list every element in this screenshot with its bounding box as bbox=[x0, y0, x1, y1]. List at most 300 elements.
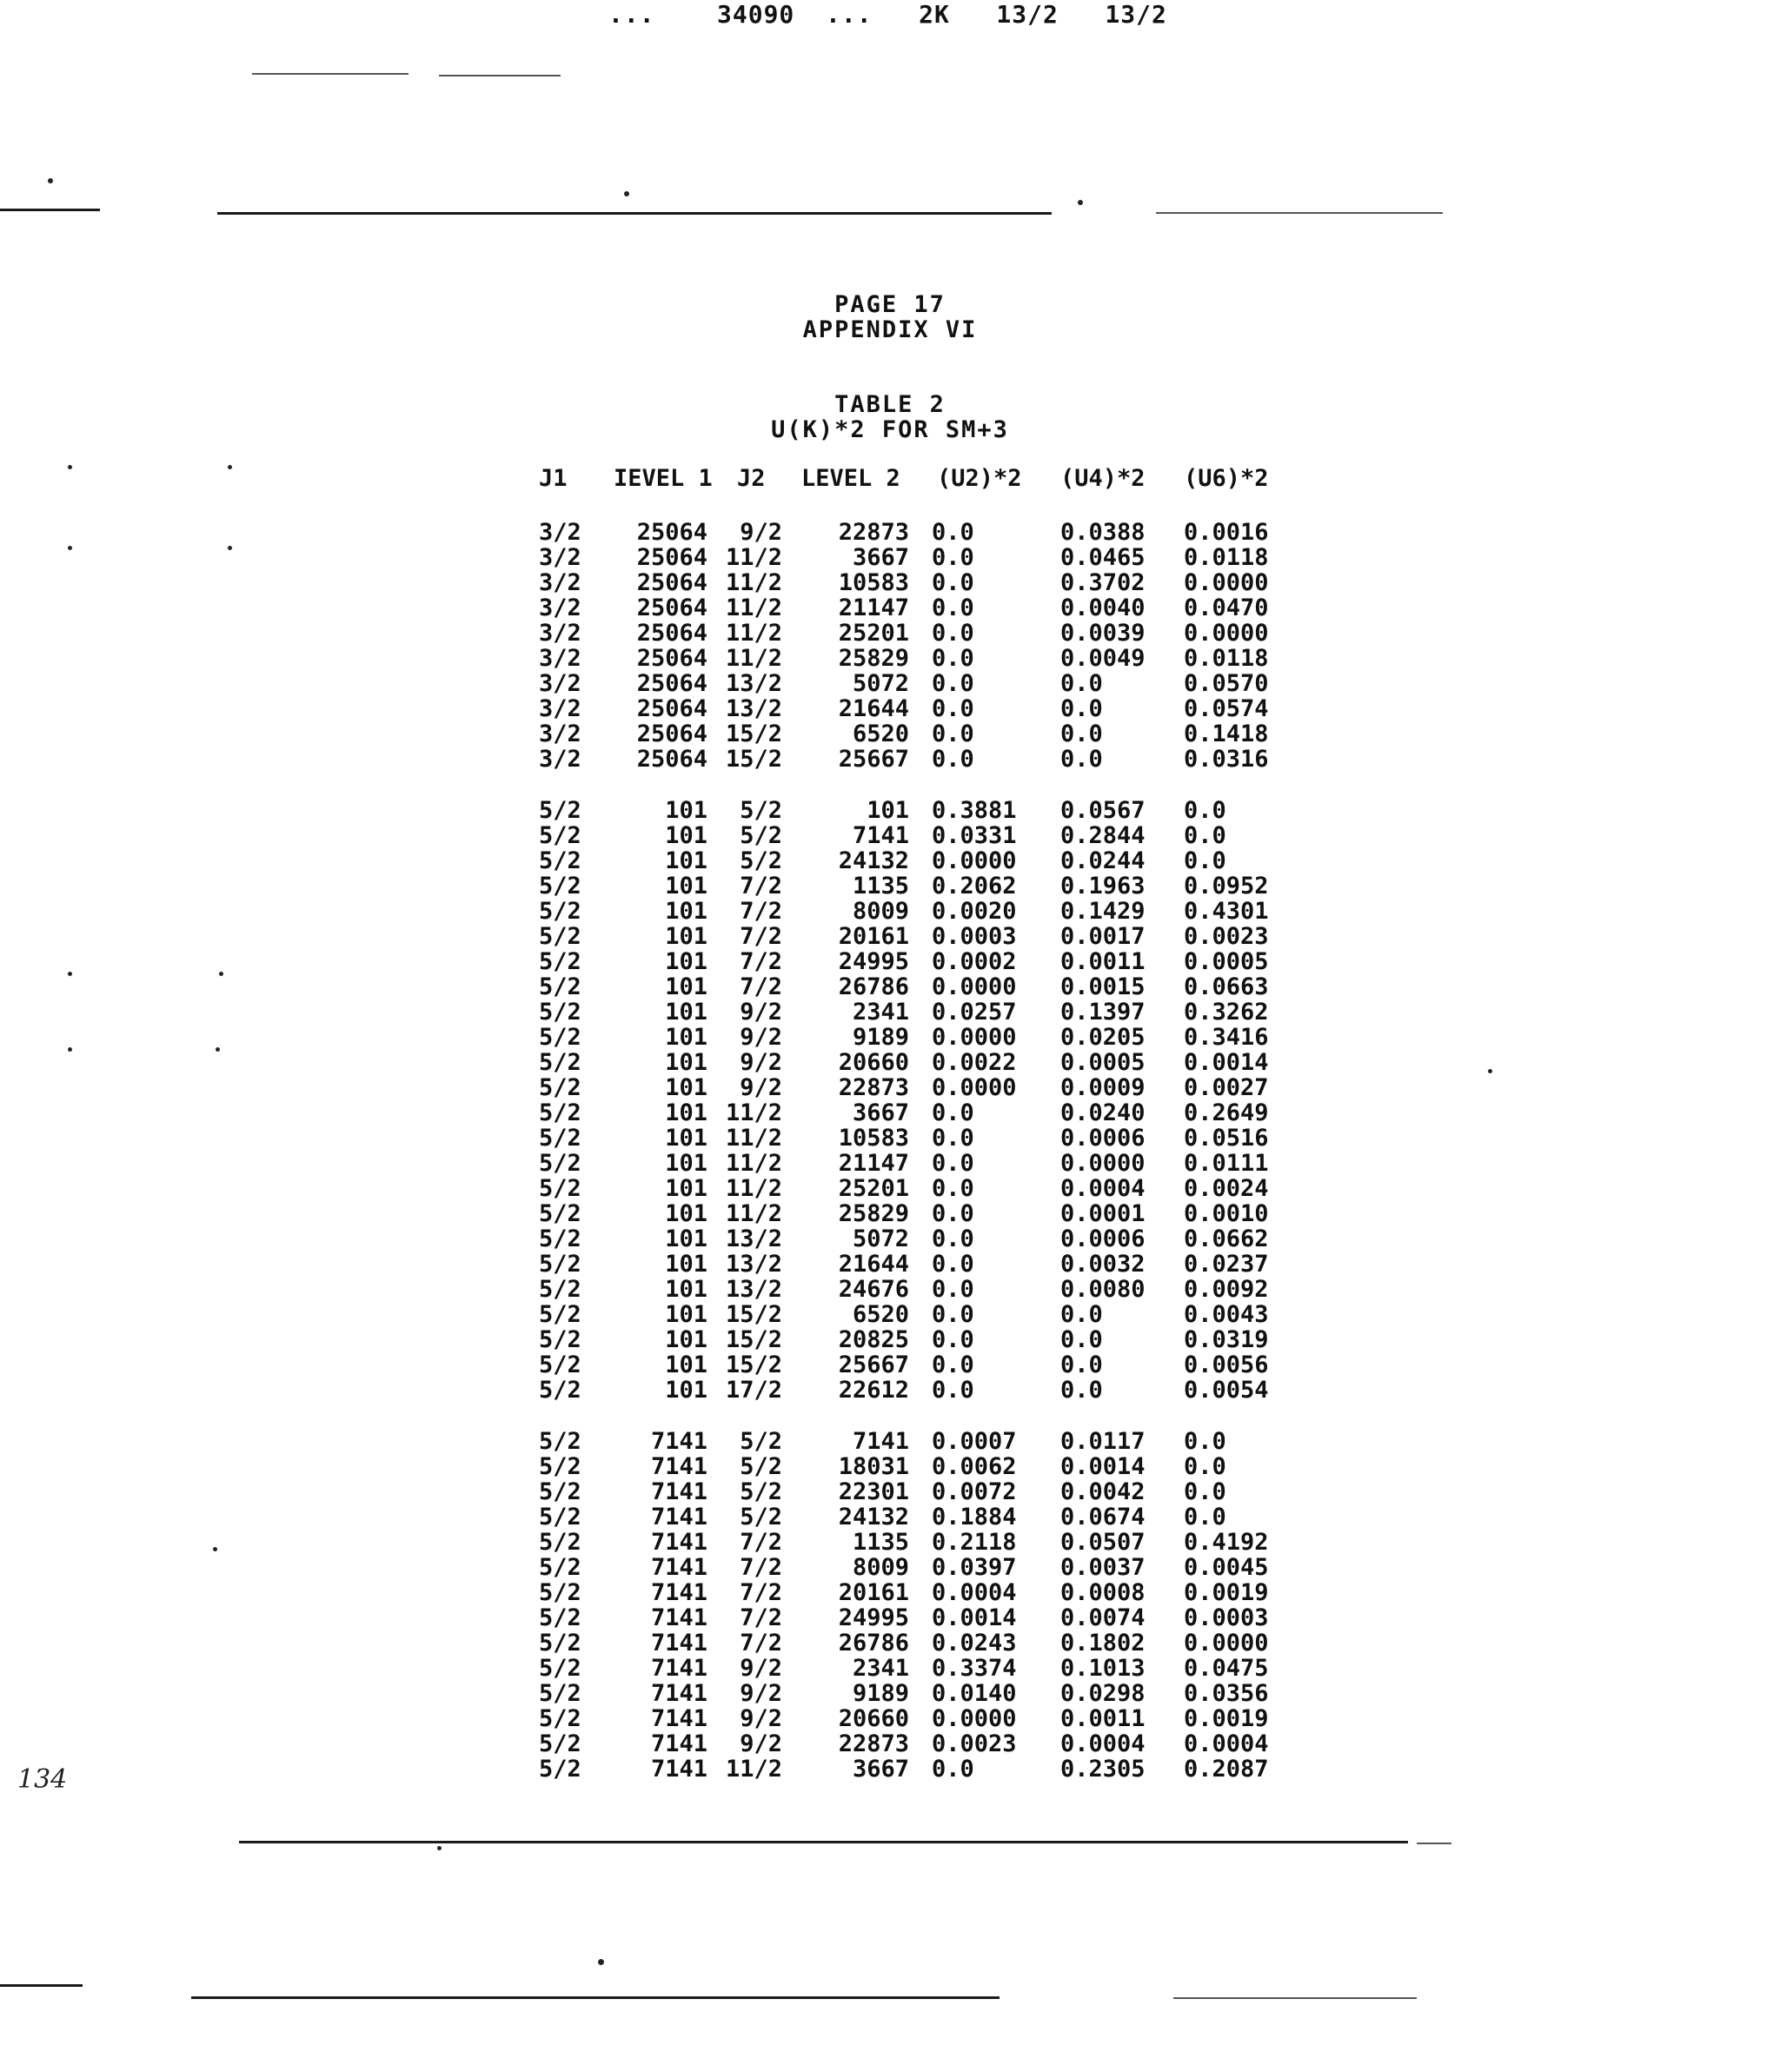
header-u4: (U4)*2 bbox=[1060, 465, 1146, 492]
cell-level1: 101 bbox=[665, 1276, 707, 1303]
cell-j2: 13/2 bbox=[725, 695, 782, 722]
cell-u6: 0.0 bbox=[1184, 1428, 1226, 1455]
cell-level1: 25064 bbox=[636, 594, 707, 621]
cell-j2: 11/2 bbox=[725, 1200, 782, 1227]
cell-j1: 5/2 bbox=[539, 973, 581, 1000]
cell-u2: 0.0257 bbox=[932, 999, 1017, 1026]
cell-level1: 25064 bbox=[636, 519, 707, 546]
cell-level1: 25064 bbox=[636, 670, 707, 697]
cell-j2: 11/2 bbox=[725, 569, 782, 596]
cell-u2: 0.0 bbox=[932, 544, 974, 571]
cell-level2: 24132 bbox=[838, 847, 909, 874]
cell-j2: 7/2 bbox=[740, 973, 782, 1000]
cell-j1: 5/2 bbox=[539, 1730, 581, 1757]
cell-u2: 0.2118 bbox=[932, 1529, 1017, 1556]
cell-level2: 3667 bbox=[852, 1099, 909, 1126]
scan-speck bbox=[48, 178, 53, 183]
cell-j2: 9/2 bbox=[740, 1730, 782, 1757]
cell-u2: 0.0 bbox=[932, 1125, 974, 1152]
cell-level2: 6520 bbox=[852, 1301, 909, 1328]
cell-j2: 9/2 bbox=[740, 1655, 782, 1682]
cell-j2: 5/2 bbox=[740, 1504, 782, 1531]
cell-u2: 0.0023 bbox=[932, 1730, 1017, 1757]
cell-level1: 25064 bbox=[636, 695, 707, 722]
cell-level1: 101 bbox=[665, 1024, 707, 1051]
cell-level1: 101 bbox=[665, 1326, 707, 1353]
cell-u2: 0.0062 bbox=[932, 1453, 1017, 1480]
cell-u4: 0.1397 bbox=[1060, 999, 1146, 1026]
cell-level1: 101 bbox=[665, 1074, 707, 1101]
cell-u6: 0.2087 bbox=[1184, 1756, 1269, 1783]
cell-level2: 101 bbox=[867, 797, 909, 824]
cell-u6: 0.0 bbox=[1184, 1453, 1226, 1480]
cell-j2: 13/2 bbox=[725, 1251, 782, 1278]
cell-j1: 3/2 bbox=[539, 569, 581, 596]
cell-u4: 0.2305 bbox=[1060, 1756, 1146, 1783]
cell-level1: 101 bbox=[665, 1351, 707, 1378]
cell-u4: 0.2844 bbox=[1060, 822, 1146, 849]
cell-level2: 20161 bbox=[838, 923, 909, 950]
cell-j2: 7/2 bbox=[740, 948, 782, 975]
cell-u6: 0.0319 bbox=[1184, 1326, 1269, 1353]
cell-j1: 3/2 bbox=[539, 620, 581, 647]
cell-u6: 0.1418 bbox=[1184, 721, 1269, 747]
cell-u6: 0.0005 bbox=[1184, 948, 1269, 975]
cell-u2: 0.0 bbox=[932, 569, 974, 596]
cell-u4: 0.0 bbox=[1060, 1351, 1103, 1378]
scan-speck bbox=[228, 546, 232, 550]
scan-speck bbox=[68, 1047, 72, 1052]
cell-level1: 7141 bbox=[650, 1680, 707, 1707]
cell-u2: 0.0000 bbox=[932, 1074, 1017, 1101]
cell-level2: 26786 bbox=[838, 973, 909, 1000]
cell-level2: 24995 bbox=[838, 1604, 909, 1631]
cell-j2: 11/2 bbox=[725, 594, 782, 621]
cell-u2: 0.0 bbox=[932, 1351, 974, 1378]
table-subtitle: U(K)*2 FOR SM+3 bbox=[771, 416, 1009, 443]
cell-u2: 0.0000 bbox=[932, 973, 1017, 1000]
scan-rule bbox=[239, 1841, 1408, 1843]
margin-note: 134 bbox=[17, 1764, 68, 1795]
cell-u4: 0.0 bbox=[1060, 670, 1103, 697]
cell-j1: 5/2 bbox=[539, 1150, 581, 1177]
cell-u4: 0.0 bbox=[1060, 746, 1103, 773]
cell-j2: 11/2 bbox=[725, 544, 782, 571]
cell-j2: 9/2 bbox=[740, 999, 782, 1026]
cell-j2: 9/2 bbox=[740, 1024, 782, 1051]
cell-u2: 0.0140 bbox=[932, 1680, 1017, 1707]
cell-level1: 7141 bbox=[650, 1579, 707, 1606]
cell-level1: 101 bbox=[665, 923, 707, 950]
cell-u4: 0.0006 bbox=[1060, 1125, 1146, 1152]
cell-j1: 3/2 bbox=[539, 519, 581, 546]
cell-u2: 0.0 bbox=[932, 1200, 974, 1227]
cell-level2: 3667 bbox=[852, 544, 909, 571]
appendix-label: APPENDIX VI bbox=[802, 316, 978, 343]
cell-j2: 9/2 bbox=[740, 1049, 782, 1076]
cell-u4: 0.0006 bbox=[1060, 1225, 1146, 1252]
cell-u6: 0.0000 bbox=[1184, 620, 1269, 647]
cell-u6: 0.0118 bbox=[1184, 544, 1269, 571]
scan-rule bbox=[1173, 1997, 1417, 1999]
cell-u4: 0.0008 bbox=[1060, 1579, 1146, 1606]
cell-level1: 7141 bbox=[650, 1756, 707, 1783]
cell-level2: 18031 bbox=[838, 1453, 909, 1480]
scan-speck bbox=[219, 972, 223, 976]
cell-j2: 7/2 bbox=[740, 1579, 782, 1606]
cell-u6: 0.0004 bbox=[1184, 1730, 1269, 1757]
cell-u6: 0.0662 bbox=[1184, 1225, 1269, 1252]
cell-u2: 0.0007 bbox=[932, 1428, 1017, 1455]
cell-level1: 101 bbox=[665, 797, 707, 824]
cell-u2: 0.0022 bbox=[932, 1049, 1017, 1076]
cell-u4: 0.0049 bbox=[1060, 645, 1146, 672]
cell-u6: 0.0027 bbox=[1184, 1074, 1269, 1101]
cell-u4: 0.1429 bbox=[1060, 898, 1146, 925]
cell-j1: 5/2 bbox=[539, 1630, 581, 1657]
cell-u4: 0.0015 bbox=[1060, 973, 1146, 1000]
cell-j1: 3/2 bbox=[539, 544, 581, 571]
cell-u4: 0.1963 bbox=[1060, 873, 1146, 900]
cell-j1: 5/2 bbox=[539, 1049, 581, 1076]
cell-u6: 0.0054 bbox=[1184, 1377, 1269, 1404]
cell-level2: 21644 bbox=[838, 695, 909, 722]
cell-u4: 0.0 bbox=[1060, 1326, 1103, 1353]
cell-j2: 9/2 bbox=[740, 1680, 782, 1707]
cell-level2: 1135 bbox=[852, 1529, 909, 1556]
cell-level1: 7141 bbox=[650, 1504, 707, 1531]
cell-j2: 13/2 bbox=[725, 1276, 782, 1303]
cell-level2: 2341 bbox=[852, 1655, 909, 1682]
cell-j1: 5/2 bbox=[539, 1579, 581, 1606]
cell-u6: 0.0 bbox=[1184, 1478, 1226, 1505]
cell-level1: 7141 bbox=[650, 1428, 707, 1455]
cell-u2: 0.0000 bbox=[932, 1024, 1017, 1051]
cell-u2: 0.0000 bbox=[932, 847, 1017, 874]
cell-level2: 20161 bbox=[838, 1579, 909, 1606]
cell-level1: 101 bbox=[665, 1301, 707, 1328]
cell-u6: 0.0023 bbox=[1184, 923, 1269, 950]
cell-u2: 0.0243 bbox=[932, 1630, 1017, 1657]
cell-level1: 101 bbox=[665, 973, 707, 1000]
cell-j2: 7/2 bbox=[740, 1630, 782, 1657]
scan-speck bbox=[68, 465, 72, 469]
cell-u6: 0.4192 bbox=[1184, 1529, 1269, 1556]
cell-j2: 7/2 bbox=[740, 898, 782, 925]
cell-level2: 22873 bbox=[838, 1074, 909, 1101]
table-title: TABLE 2 bbox=[834, 391, 946, 418]
cell-j1: 5/2 bbox=[539, 948, 581, 975]
cell-level2: 2341 bbox=[852, 999, 909, 1026]
cell-level2: 7141 bbox=[852, 822, 909, 849]
cell-level2: 8009 bbox=[852, 898, 909, 925]
cell-u6: 0.0356 bbox=[1184, 1680, 1269, 1707]
cell-j1: 5/2 bbox=[539, 1428, 581, 1455]
cell-j1: 5/2 bbox=[539, 1756, 581, 1783]
scan-speck bbox=[228, 465, 232, 469]
cell-u6: 0.0003 bbox=[1184, 1604, 1269, 1631]
cell-j2: 11/2 bbox=[725, 1150, 782, 1177]
cell-u2: 0.0 bbox=[932, 721, 974, 747]
cell-j1: 5/2 bbox=[539, 847, 581, 874]
cell-u6: 0.0016 bbox=[1184, 519, 1269, 546]
cell-u2: 0.0 bbox=[932, 594, 974, 621]
cell-u2: 0.0 bbox=[932, 1326, 974, 1353]
cell-j1: 5/2 bbox=[539, 1478, 581, 1505]
cell-u2: 0.0002 bbox=[932, 948, 1017, 975]
cell-u6: 0.0570 bbox=[1184, 670, 1269, 697]
cell-level2: 24995 bbox=[838, 948, 909, 975]
cell-level1: 101 bbox=[665, 1377, 707, 1404]
cell-level2: 5072 bbox=[852, 1225, 909, 1252]
cell-u4: 0.0032 bbox=[1060, 1251, 1146, 1278]
cell-j2: 7/2 bbox=[740, 873, 782, 900]
cell-j2: 11/2 bbox=[725, 1125, 782, 1152]
cell-u6: 0.0 bbox=[1184, 822, 1226, 849]
cell-u2: 0.0 bbox=[932, 620, 974, 647]
page-label: PAGE 17 bbox=[834, 291, 946, 318]
cell-u4: 0.1802 bbox=[1060, 1630, 1146, 1657]
cell-j2: 5/2 bbox=[740, 1453, 782, 1480]
cell-u6: 0.0019 bbox=[1184, 1705, 1269, 1732]
cell-u4: 0.0001 bbox=[1060, 1200, 1146, 1227]
cell-level1: 7141 bbox=[650, 1655, 707, 1682]
header-u2: (U2)*2 bbox=[937, 465, 1022, 492]
cell-j1: 5/2 bbox=[539, 1301, 581, 1328]
cell-u4: 0.0014 bbox=[1060, 1453, 1146, 1480]
cell-u6: 0.0056 bbox=[1184, 1351, 1269, 1378]
cell-u4: 0.0000 bbox=[1060, 1150, 1146, 1177]
cell-u4: 0.0039 bbox=[1060, 620, 1146, 647]
cell-u6: 0.0574 bbox=[1184, 695, 1269, 722]
cell-level2: 7141 bbox=[852, 1428, 909, 1455]
cell-level2: 9189 bbox=[852, 1024, 909, 1051]
cell-u4: 0.0037 bbox=[1060, 1554, 1146, 1581]
cell-u2: 0.1884 bbox=[932, 1504, 1017, 1531]
cell-j1: 5/2 bbox=[539, 1200, 581, 1227]
cell-j1: 5/2 bbox=[539, 1225, 581, 1252]
cell-u6: 0.0024 bbox=[1184, 1175, 1269, 1202]
cell-u4: 0.0004 bbox=[1060, 1730, 1146, 1757]
cell-u4: 0.1013 bbox=[1060, 1655, 1146, 1682]
cell-level1: 7141 bbox=[650, 1453, 707, 1480]
cell-j1: 5/2 bbox=[539, 1377, 581, 1404]
cell-level1: 7141 bbox=[650, 1705, 707, 1732]
cell-u6: 0.0010 bbox=[1184, 1200, 1269, 1227]
cell-j1: 5/2 bbox=[539, 898, 581, 925]
cell-j1: 3/2 bbox=[539, 594, 581, 621]
cell-j1: 5/2 bbox=[539, 1276, 581, 1303]
cell-j2: 11/2 bbox=[725, 645, 782, 672]
cell-j1: 5/2 bbox=[539, 797, 581, 824]
cell-u4: 0.0205 bbox=[1060, 1024, 1146, 1051]
cell-u4: 0.0507 bbox=[1060, 1529, 1146, 1556]
scan-rule bbox=[0, 1984, 83, 1987]
cell-level1: 101 bbox=[665, 1125, 707, 1152]
cell-u6: 0.0111 bbox=[1184, 1150, 1269, 1177]
cell-u6: 0.0019 bbox=[1184, 1579, 1269, 1606]
cell-u2: 0.0 bbox=[932, 1251, 974, 1278]
cell-j2: 5/2 bbox=[740, 1478, 782, 1505]
cell-level1: 7141 bbox=[650, 1604, 707, 1631]
cell-u6: 0.2649 bbox=[1184, 1099, 1269, 1126]
cell-j1: 5/2 bbox=[539, 873, 581, 900]
cell-j2: 5/2 bbox=[740, 1428, 782, 1455]
header-level1: IEVEL 1 bbox=[614, 465, 713, 492]
cell-u2: 0.0 bbox=[932, 1175, 974, 1202]
scan-rule bbox=[1156, 212, 1443, 214]
cell-u6: 0.0045 bbox=[1184, 1554, 1269, 1581]
scan-speck bbox=[624, 191, 629, 196]
cell-level2: 22873 bbox=[838, 519, 909, 546]
cell-u2: 0.0397 bbox=[932, 1554, 1017, 1581]
cell-u2: 0.0 bbox=[932, 519, 974, 546]
cell-j2: 7/2 bbox=[740, 1554, 782, 1581]
cell-level2: 24676 bbox=[838, 1276, 909, 1303]
cell-j1: 5/2 bbox=[539, 822, 581, 849]
scan-rule bbox=[191, 1996, 1000, 1999]
cell-u4: 0.0 bbox=[1060, 695, 1103, 722]
cell-j1: 5/2 bbox=[539, 1604, 581, 1631]
cell-j2: 11/2 bbox=[725, 1756, 782, 1783]
cell-j1: 3/2 bbox=[539, 721, 581, 747]
cell-u2: 0.0 bbox=[932, 670, 974, 697]
cell-u4: 0.0240 bbox=[1060, 1099, 1146, 1126]
cell-level2: 10583 bbox=[838, 1125, 909, 1152]
cell-j1: 5/2 bbox=[539, 1125, 581, 1152]
cell-u2: 0.3374 bbox=[932, 1655, 1017, 1682]
cell-u6: 0.3416 bbox=[1184, 1024, 1269, 1051]
cell-level1: 101 bbox=[665, 1099, 707, 1126]
cell-u6: 0.0475 bbox=[1184, 1655, 1269, 1682]
cell-level2: 21147 bbox=[838, 594, 909, 621]
cell-u4: 0.0244 bbox=[1060, 847, 1146, 874]
cell-level2: 26786 bbox=[838, 1630, 909, 1657]
cell-j1: 5/2 bbox=[539, 1074, 581, 1101]
cell-level1: 101 bbox=[665, 822, 707, 849]
cell-u6: 0.4301 bbox=[1184, 898, 1269, 925]
cell-u2: 0.0004 bbox=[932, 1579, 1017, 1606]
cell-u2: 0.3881 bbox=[932, 797, 1017, 824]
cell-level1: 101 bbox=[665, 1049, 707, 1076]
cell-level2: 25667 bbox=[838, 1351, 909, 1378]
cell-level1: 101 bbox=[665, 1175, 707, 1202]
cell-u4: 0.0674 bbox=[1060, 1504, 1146, 1531]
cell-j1: 5/2 bbox=[539, 1680, 581, 1707]
header-j1: J1 bbox=[539, 465, 568, 492]
cell-u2: 0.0 bbox=[932, 645, 974, 672]
cell-j2: 5/2 bbox=[740, 822, 782, 849]
cell-level1: 25064 bbox=[636, 721, 707, 747]
cell-u6: 0.0092 bbox=[1184, 1276, 1269, 1303]
cell-level1: 25064 bbox=[636, 620, 707, 647]
cell-level1: 25064 bbox=[636, 544, 707, 571]
cell-j2: 17/2 bbox=[725, 1377, 782, 1404]
cell-u2: 0.0331 bbox=[932, 822, 1017, 849]
cell-j2: 5/2 bbox=[740, 797, 782, 824]
cell-level2: 6520 bbox=[852, 721, 909, 747]
cell-u2: 0.0 bbox=[932, 1756, 974, 1783]
cell-u6: 0.0 bbox=[1184, 1504, 1226, 1531]
cell-u6: 0.0663 bbox=[1184, 973, 1269, 1000]
cell-level1: 101 bbox=[665, 1200, 707, 1227]
cell-u6: 0.0000 bbox=[1184, 1630, 1269, 1657]
cell-u6: 0.0 bbox=[1184, 797, 1226, 824]
cell-u2: 0.0 bbox=[932, 1377, 974, 1404]
cell-j1: 5/2 bbox=[539, 1554, 581, 1581]
cell-j2: 15/2 bbox=[725, 1326, 782, 1353]
cell-u4: 0.0005 bbox=[1060, 1049, 1146, 1076]
cell-level1: 101 bbox=[665, 948, 707, 975]
cell-u2: 0.0 bbox=[932, 1301, 974, 1328]
cell-j1: 5/2 bbox=[539, 1705, 581, 1732]
cell-u6: 0.0 bbox=[1184, 847, 1226, 874]
cell-j2: 7/2 bbox=[740, 1529, 782, 1556]
cell-level2: 22301 bbox=[838, 1478, 909, 1505]
header-level2: LEVEL 2 bbox=[801, 465, 900, 492]
cell-u4: 0.0567 bbox=[1060, 797, 1146, 824]
cell-j1: 5/2 bbox=[539, 1024, 581, 1051]
cell-u2: 0.0000 bbox=[932, 1705, 1017, 1732]
cell-level2: 24132 bbox=[838, 1504, 909, 1531]
cell-level2: 21147 bbox=[838, 1150, 909, 1177]
cell-j1: 3/2 bbox=[539, 695, 581, 722]
cell-u2: 0.0 bbox=[932, 1099, 974, 1126]
cell-j1: 5/2 bbox=[539, 1453, 581, 1480]
cell-u6: 0.0237 bbox=[1184, 1251, 1269, 1278]
cell-j1: 5/2 bbox=[539, 1351, 581, 1378]
cell-u4: 0.0009 bbox=[1060, 1074, 1146, 1101]
cell-u2: 0.2062 bbox=[932, 873, 1017, 900]
cell-u4: 0.0011 bbox=[1060, 948, 1146, 975]
scan-speck bbox=[1488, 1069, 1492, 1073]
cell-u6: 0.0952 bbox=[1184, 873, 1269, 900]
scan-speck bbox=[216, 1047, 220, 1052]
cell-level2: 5072 bbox=[852, 670, 909, 697]
cell-u4: 0.0 bbox=[1060, 1301, 1103, 1328]
cell-j2: 11/2 bbox=[725, 1175, 782, 1202]
cell-level2: 22873 bbox=[838, 1730, 909, 1757]
cell-u4: 0.0074 bbox=[1060, 1604, 1146, 1631]
cell-u6: 0.0118 bbox=[1184, 645, 1269, 672]
cell-level2: 25201 bbox=[838, 1175, 909, 1202]
scan-rule bbox=[0, 209, 100, 211]
cell-level1: 101 bbox=[665, 898, 707, 925]
cell-u4: 0.0004 bbox=[1060, 1175, 1146, 1202]
cell-u2: 0.0020 bbox=[932, 898, 1017, 925]
cell-u2: 0.0 bbox=[932, 1276, 974, 1303]
cell-level1: 7141 bbox=[650, 1730, 707, 1757]
cell-level2: 22612 bbox=[838, 1377, 909, 1404]
scan-speck bbox=[68, 546, 72, 550]
cell-j2: 7/2 bbox=[740, 923, 782, 950]
cell-u4: 0.0388 bbox=[1060, 519, 1146, 546]
cell-u4: 0.0017 bbox=[1060, 923, 1146, 950]
scan-speck bbox=[598, 1959, 604, 1965]
cell-j1: 3/2 bbox=[539, 746, 581, 773]
cell-j2: 15/2 bbox=[725, 1351, 782, 1378]
cell-j2: 9/2 bbox=[740, 519, 782, 546]
cell-u4: 0.0465 bbox=[1060, 544, 1146, 571]
cell-u4: 0.0 bbox=[1060, 1377, 1103, 1404]
scan-speck bbox=[213, 1547, 217, 1551]
cell-u6: 0.0014 bbox=[1184, 1049, 1269, 1076]
cell-u2: 0.0014 bbox=[932, 1604, 1017, 1631]
cell-j2: 15/2 bbox=[725, 1301, 782, 1328]
cell-j2: 7/2 bbox=[740, 1604, 782, 1631]
cell-j1: 3/2 bbox=[539, 645, 581, 672]
cell-u2: 0.0003 bbox=[932, 923, 1017, 950]
